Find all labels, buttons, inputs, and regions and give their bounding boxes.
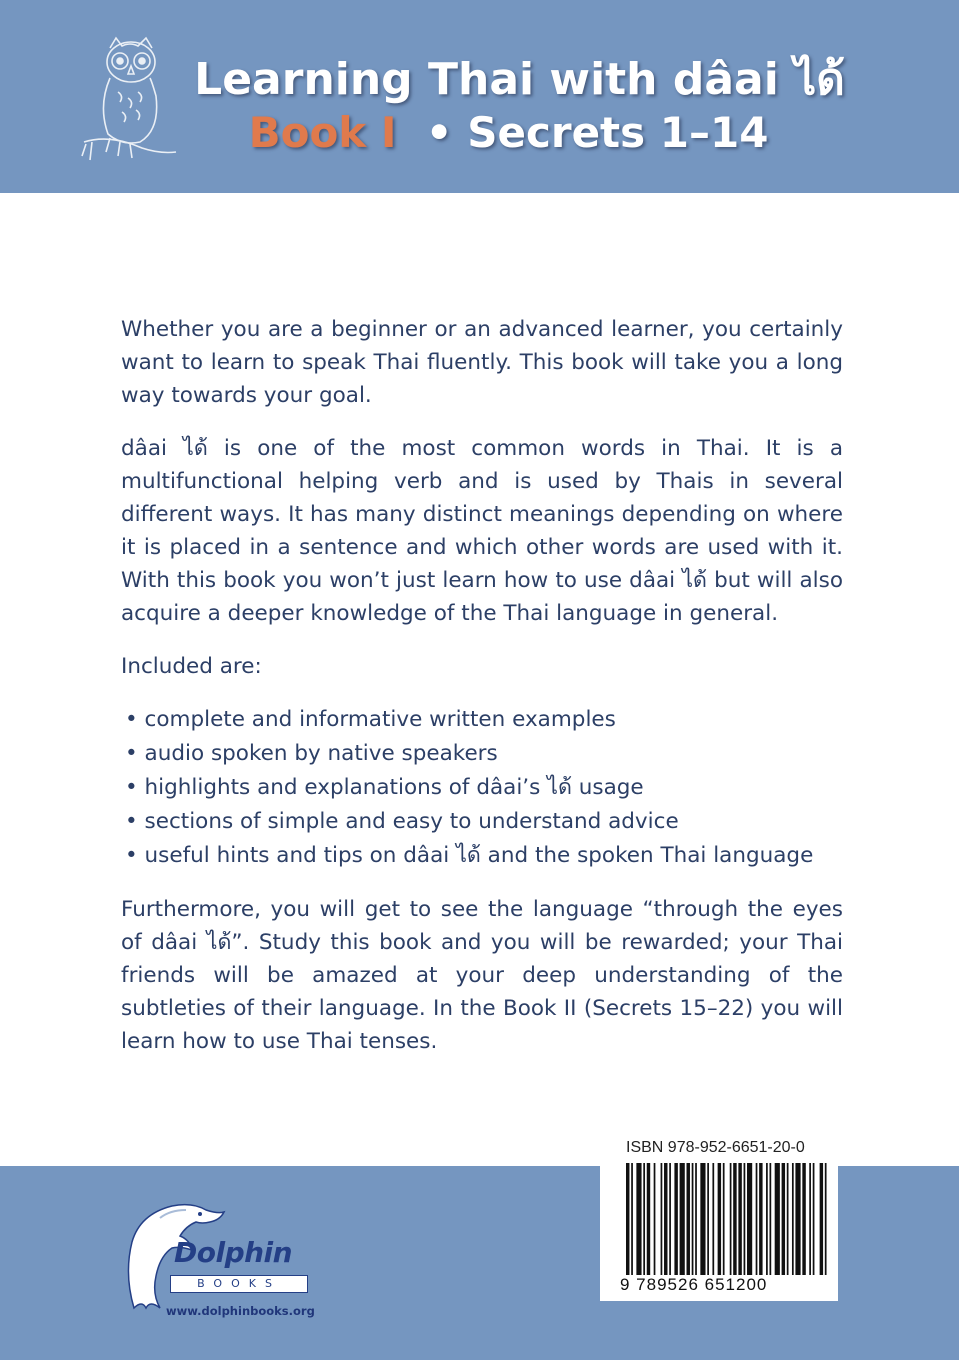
publisher-name: Dolphin [174,1236,293,1269]
publisher-subtitle: BOOKS [170,1275,308,1293]
list-item: • complete and informative written examples [121,703,843,737]
description [121,313,843,1078]
feature-list [121,703,843,873]
book-subtitle [0,108,959,157]
list-item: • highlights and explanations of dâai’s ได้ usage [121,771,843,805]
book-number: Book I [248,108,397,157]
title-separator: • [425,108,453,157]
list-item: • sections of simple and easy to understand advice [121,805,843,839]
publisher-url[interactable]: www.dolphinbooks.org [166,1304,315,1318]
intro-paragraph: Whether you are a beginner or an advanced learner, you certainly want to learn to speak Thai fluently. This book will take you a long way towards your goal. [121,317,843,408]
isbn-label: ISBN 978-952-6651-20-0 [626,1139,805,1156]
book-title: Learning Thai with dâai ได้ [194,54,845,105]
included-heading: Included are: [121,654,262,679]
list-item: • useful hints and tips on dâai ได้ and the spoken Thai language [121,839,843,873]
list-item: • audio spoken by native speakers [121,737,843,771]
barcode-digits: 9 789526 651200 [620,1275,832,1295]
barcode-bars [626,1163,830,1287]
closing-paragraph: Furthermore, you will get to see the language “through the eyes of dâai ได้”. Study this book and you will be rewarded; your Thai friends will be amazed at your deep understanding of the subtleties of their language. In the Book II (Secrets 15–22) you will learn how to use Thai tenses. [121,897,843,1054]
secrets-range: Secrets 1–14 [467,108,769,157]
daai-paragraph: dâai ได้ is one of the most common words in Thai. It is a multifunctional helping verb and is used by Thais in several different ways. It has many distinct meanings depending on where it is placed in a sentence and which other words are used with it. With this book you won’t just learn how to use dâai ได้ but will also acquire a deeper knowledge of the Thai language in general. [121,436,843,626]
barcode-panel [600,1133,838,1301]
